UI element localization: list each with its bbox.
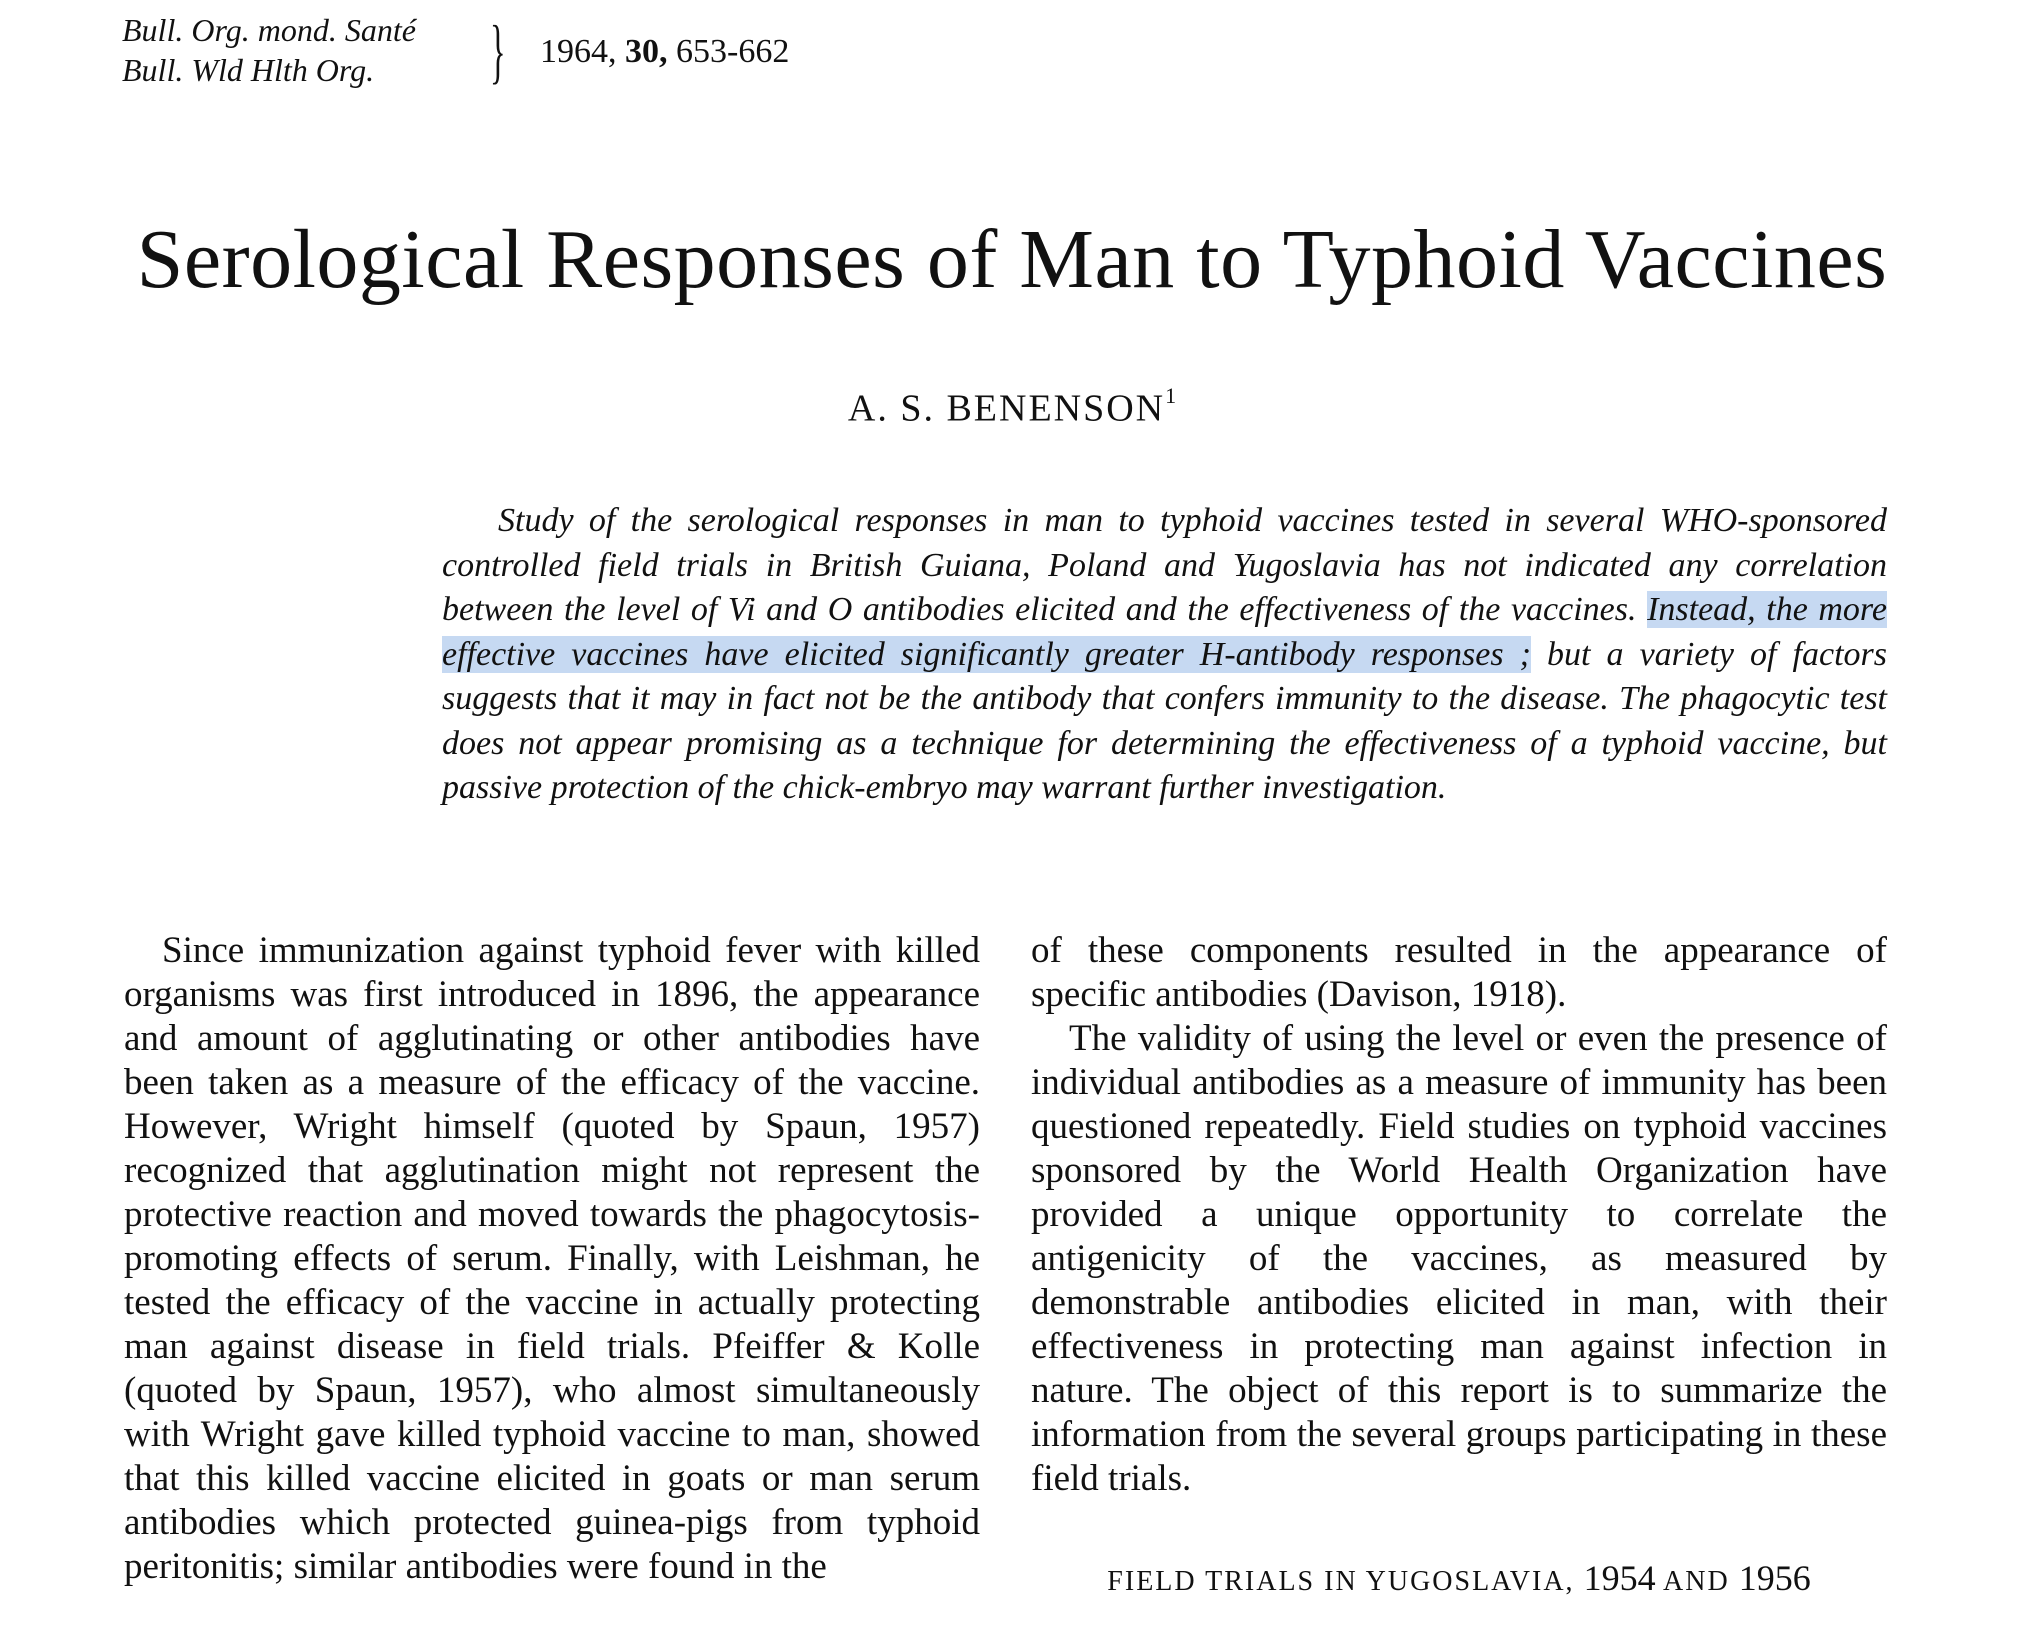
journal-citation	[122, 10, 842, 94]
paper-title: Serological Responses of Man to Typhoid Vaccines	[136, 213, 1888, 306]
curly-brace-icon: }	[490, 11, 506, 91]
journal-names	[122, 10, 416, 90]
journal-name-french: Bull. Org. mond. Santé	[122, 12, 416, 48]
body-paragraph-continued: of these components resulted in the appearance of specific antibodies (Davison, 1918).	[1031, 930, 1887, 1015]
abstract-text-start: Study of the serological responses in man to typhoid vaccines tested in several WHO-sponsored controlled field trials in British Guiana, Poland and Yugoslavia has not indicated any correlation between the level of Vi and O antibodies elicited and the effectiveness of the vaccines.	[442, 502, 1887, 628]
journal-pages: 653-662	[676, 33, 790, 70]
abstract-highlighted-selection[interactable]: Instead, the more effective vaccines have elicited significantly greater H-antibody responses ;	[442, 591, 1887, 673]
abstract-text-end: but a variety of factors suggests that it may in fact not be the antibody that confers immunity to the disease. The phagocytic test does not appear promising as a technique for determining the effectiveness of a typhoid vaccine, but passive protection of the chick-embryo may warrant further investigation.	[442, 635, 1887, 806]
author-name: A. S. BENENSON	[847, 387, 1166, 430]
body-column-left	[124, 929, 980, 1589]
section-heading-year-1: 1954	[1583, 1558, 1656, 1598]
journal-year: 1964,	[540, 33, 617, 70]
body-column-right	[1031, 929, 1887, 1501]
body-paragraph: Since immunization against typhoid fever with killed organisms was first introduced in 1896, the appearance and amount of agglutinating or other antibodies have been taken as a measure of the efficacy of the vaccine. However, Wright himself (quoted by Spaun, 1957) recognized that agglutination might not represent the protective reaction and moved towards the phagocytosis-promoting effects of serum. Finally, with Leishman, he tested the efficacy of the vaccine in actually protecting man against disease in field trials. Pfeiffer & Kolle (quoted by Spaun, 1957), who almost simultaneously with Wright gave killed typhoid vaccine to man, showed that this killed vaccine elicited in goats or man serum antibodies which protected guinea-pigs from typhoid peritonitis; similar antibodies were found in the	[124, 930, 980, 1587]
section-heading-label: FIELD TRIALS IN YUGOSLAVIA,	[1107, 1566, 1575, 1597]
section-heading-year-2: 1956	[1738, 1558, 1811, 1598]
journal-name-english: Bull. Wld Hlth Org.	[122, 52, 375, 88]
author-footnote-mark: 1	[1165, 383, 1177, 408]
section-heading	[1031, 1556, 1887, 1604]
author-line	[0, 378, 2024, 431]
journal-volume: 30,	[625, 33, 668, 70]
body-paragraph: The validity of using the level or even the presence of individual antibodies as a measure of immunity has been questioned repeatedly. Field studies on typhoid vaccines sponsored by the World Health Organization have provided a unique opportunity to correlate the antigenicity of the vaccines, as measured by demonstrable antibodies elicited in man, with their effectiveness in protecting man against infection in nature. The object of this report is to summarize the information from the several groups participating in these field trials.	[1031, 1018, 1887, 1499]
journal-reference	[540, 32, 789, 72]
section-heading-and: AND	[1663, 1566, 1730, 1597]
abstract	[442, 499, 1887, 811]
